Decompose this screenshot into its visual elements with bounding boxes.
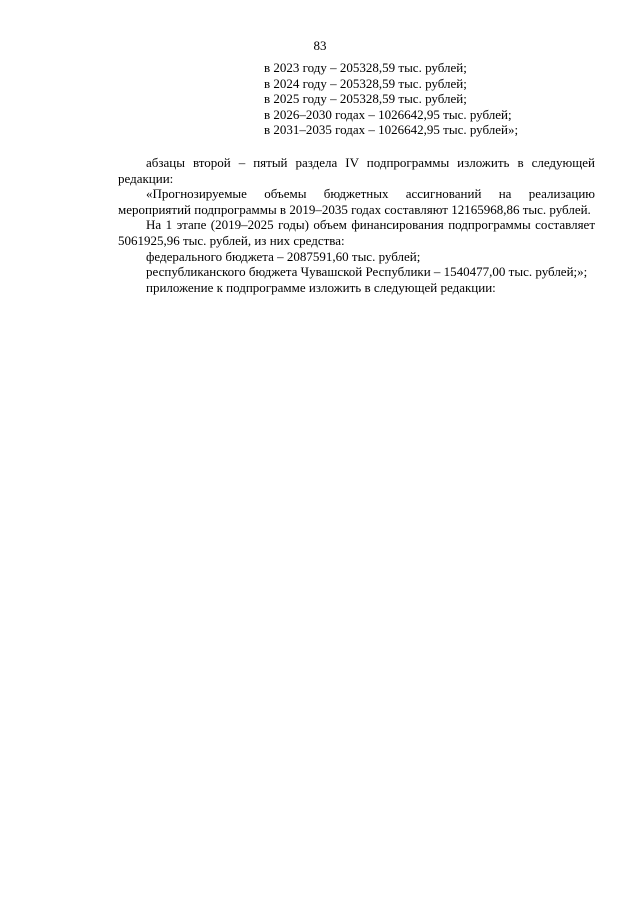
page-number: 83 [313, 38, 327, 53]
paragraph-republican-budget: республиканского бюджета Чувашской Республики – 1540477,00 тыс. рублей;»; [146, 264, 588, 280]
paragraph-stage-1-funding: На 1 этапе (2019–2025 годы) объем финансирования подпрограммы составляет 5061925,96 тыс. рублей, из них средства: [118, 217, 595, 248]
body-text [118, 155, 595, 295]
budget-line-2031-2035: в 2031–2035 годах – 1026642,95 тыс. рублей»; [264, 122, 519, 138]
paragraph-total-funding: «Прогнозируемые объемы бюджетных ассигнований на реализацию мероприятий подпрограммы в 2019–2035 годах составляют 12165968,86 тыс. рублей. [118, 186, 595, 217]
paragraph-federal-budget: федерального бюджета – 2087591,60 тыс. рублей; [146, 248, 421, 264]
budget-allocation-list [264, 60, 624, 138]
budget-line-2023: в 2023 году – 205328,59 тыс. рублей; [264, 60, 467, 75]
budget-line-2026-2030: в 2026–2030 годах – 1026642,95 тыс. рублей; [264, 106, 512, 122]
budget-line-2024: в 2024 году – 205328,59 тыс. рублей; [264, 75, 467, 91]
paragraph-appendix-instruction: приложение к подпрограмме изложить в следующей редакции: [146, 279, 496, 295]
budget-line-2025: в 2025 году – 205328,59 тыс. рублей; [264, 91, 467, 107]
paragraph-section-iv-instruction: абзацы второй – пятый раздела IV подпрограммы изложить в следующей редакции: [118, 155, 595, 186]
